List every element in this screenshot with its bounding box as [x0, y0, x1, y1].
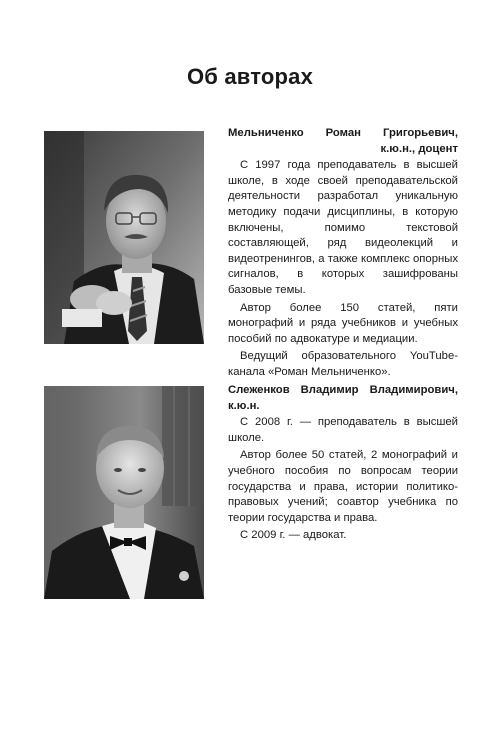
author-1-paragraph-2: Автор более 150 статей, пяти монографий и ряда учебников и учебных пособий по адвокатуре и медиации. [228, 301, 458, 345]
author-1-name: Мельниченко Роман Григорьевич, к.ю.н., доцент [228, 127, 458, 155]
author-2-paragraph-2: Автор более 50 статей, 2 монографий и учебного пособия по вопросам теории государства и права, истории политико-правовых учений; соавтор учебника по теории государства и права. [228, 449, 458, 524]
page-title: Об авторах [186, 64, 314, 89]
author-1-bio [228, 126, 458, 381]
author-2-name: Слеженков Владимир Владимирович, к.ю.н. [228, 384, 458, 412]
author-1-photo [44, 131, 204, 344]
author-1-portrait-image [44, 131, 204, 344]
author-1-paragraph-1: С 1997 года преподаватель в высшей школе, в ходе своей преподавательской деятельности разработал уникальную методику подачи дисциплины, в которую включены, помимо текстовой составляющей, ряд видеолекций и видеотренингов, а также комплекс опорных сигналов, в которых зашифрованы базовые темы. [228, 159, 458, 296]
author-2-photo [44, 386, 204, 599]
author-2-paragraph-1: С 2008 г. — преподаватель в высшей школе. [228, 416, 458, 444]
author-2-portrait-image [44, 386, 204, 599]
author-2-paragraph-3: С 2009 г. — адвокат. [240, 529, 347, 542]
author-2-bio [228, 383, 458, 544]
author-1-paragraph-3: Ведущий образовательного YouTube-канала «Роман Мельниченко». [228, 350, 458, 378]
